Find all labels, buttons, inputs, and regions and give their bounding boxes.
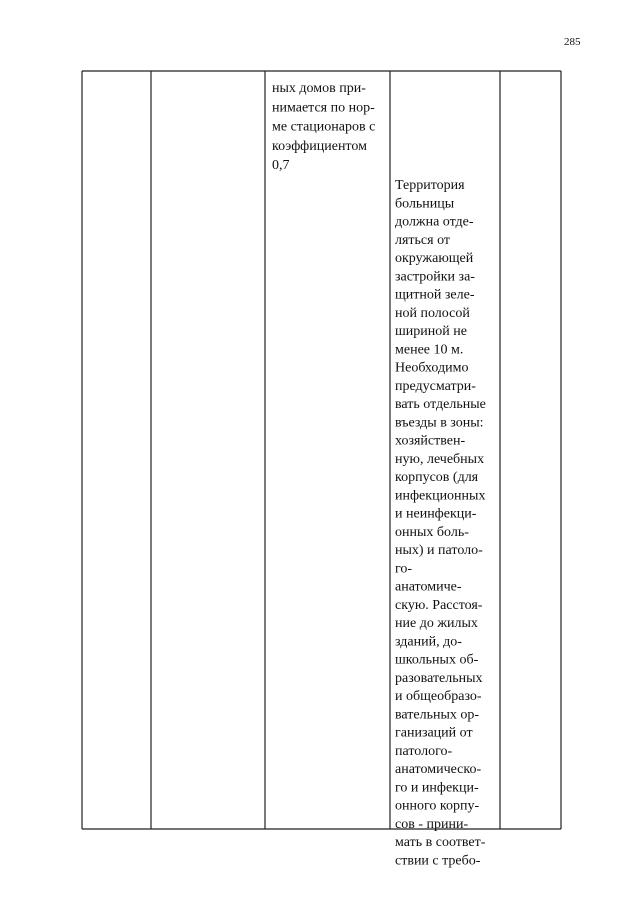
page-number: 285	[564, 36, 581, 48]
cell-text-line: Территория	[395, 178, 465, 193]
cell-text-line: анатомиче-	[395, 579, 462, 595]
cell-text-line: скую. Расстоя-	[395, 597, 483, 613]
cell-text-line: онного корпу-	[395, 798, 480, 814]
table-cell-column-3	[272, 81, 375, 173]
table-grid	[82, 71, 561, 829]
cell-text-line: корпусов (для	[395, 470, 479, 485]
cell-text-line: и общеобразо-	[395, 689, 482, 704]
cell-text-line: больницы	[395, 196, 455, 212]
cell-text-line: шириной не	[395, 324, 467, 339]
cell-text-line: онных боль-	[395, 524, 469, 540]
table-cell-column-4	[395, 178, 486, 868]
cell-text-line: щитной зеле-	[395, 287, 475, 303]
cell-text-line: ной полосой	[395, 305, 470, 321]
cell-text-line: ние до жилых	[395, 616, 478, 631]
cell-text-line: мать в соответ-	[395, 835, 486, 850]
cell-text-line: го и инфекци-	[395, 780, 479, 796]
cell-text-line: и неинфекци-	[395, 506, 477, 522]
cell-text-line: го-	[395, 561, 413, 577]
cell-text-line: коэффициентом	[272, 138, 367, 154]
cell-text-line: 0,7	[272, 158, 290, 174]
cell-text-line: менее 10 м.	[395, 342, 464, 358]
cell-text-line: ных) и патоло-	[395, 543, 483, 558]
cell-text-line: сов - прини-	[395, 816, 469, 832]
cell-text-line: ляться от	[395, 232, 451, 248]
cell-text-line: нимается по нор-	[272, 100, 375, 116]
cell-text-line: анатомическо-	[395, 762, 482, 777]
cell-text-line: должна отде-	[395, 214, 474, 230]
cell-text-line: инфекционных	[395, 488, 486, 504]
cell-text-line: окружающей	[395, 251, 474, 266]
cell-text-line: ствии с требо-	[395, 853, 481, 869]
cell-text-line: ных домов при-	[272, 81, 366, 96]
cell-text-line: хозяйствен-	[395, 433, 466, 449]
cell-text-line: ме стационаров с	[272, 119, 376, 135]
cell-text-line: предусматри-	[395, 378, 476, 394]
cell-text-line: въезды в зоны:	[395, 415, 484, 431]
cell-text-line: застройки за-	[395, 269, 475, 285]
cell-text-line: ганизаций от	[395, 725, 473, 741]
cell-text-line: разовательных	[395, 670, 483, 686]
cell-text-line: Необходимо	[395, 360, 469, 376]
cell-text-line: вательных ор-	[395, 707, 480, 723]
cell-text-line: патолого-	[395, 743, 453, 759]
cell-text-line: ную, лечебных	[395, 451, 485, 467]
cell-text-line: школьных об-	[395, 652, 479, 668]
cell-text-line: вать отдельные	[395, 397, 486, 412]
cell-text-line: зданий, до-	[395, 634, 462, 650]
